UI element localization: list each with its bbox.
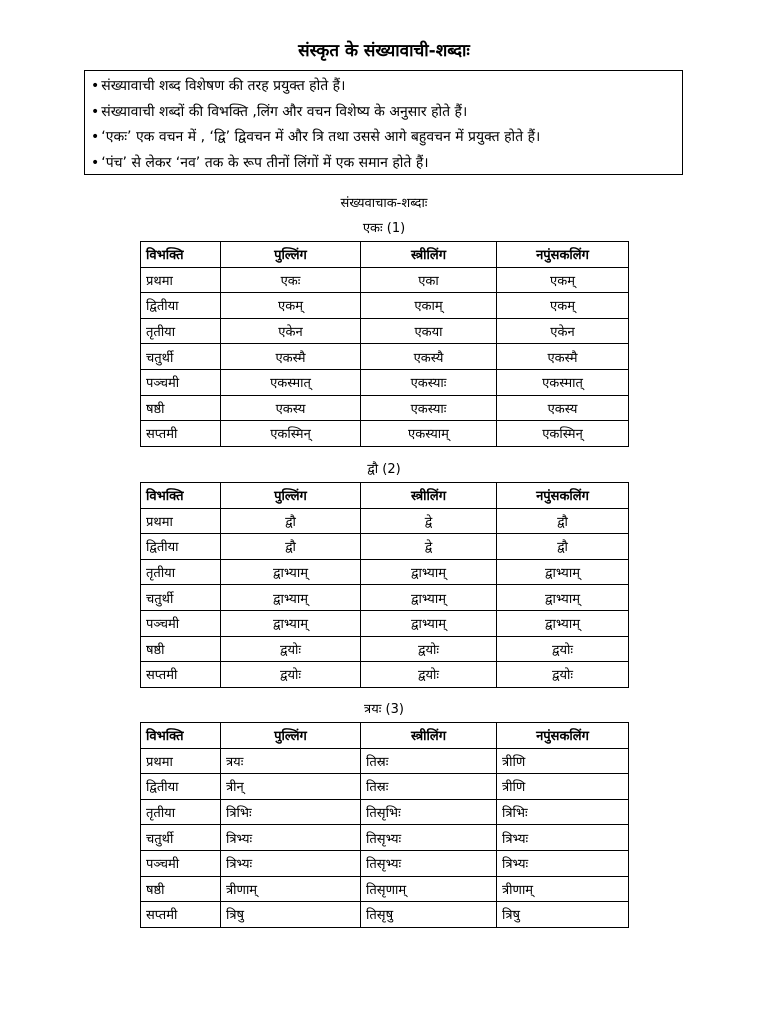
cell-neuter: द्वयोः bbox=[497, 662, 629, 688]
cell-vibhakti: पञ्चमी bbox=[141, 610, 221, 636]
table-caption: द्वौ (2) bbox=[367, 462, 401, 477]
cell-vibhakti: तृतीया bbox=[141, 559, 221, 585]
cell-feminine: द्वे bbox=[361, 534, 497, 560]
cell-masculine: त्रिभ्यः bbox=[221, 850, 361, 876]
cell-feminine: एकस्याः bbox=[361, 395, 497, 421]
table-body bbox=[141, 748, 629, 927]
cell-vibhakti: द्वितीया bbox=[141, 293, 221, 319]
cell-masculine: एकस्मात् bbox=[221, 369, 361, 395]
table-row bbox=[141, 748, 629, 774]
table-header-row bbox=[141, 242, 629, 268]
bullet-icon: • bbox=[91, 154, 100, 171]
table-row bbox=[141, 534, 629, 560]
table-row bbox=[141, 508, 629, 534]
cell-masculine: एकस्मै bbox=[221, 344, 361, 370]
cell-feminine: तिसृभ्यः bbox=[361, 825, 497, 851]
table-row bbox=[141, 559, 629, 585]
cell-masculine: द्वाभ्याम् bbox=[221, 559, 361, 585]
cell-masculine: द्वयोः bbox=[221, 662, 361, 688]
header-vibhakti: विभक्ति bbox=[141, 723, 221, 749]
note-text: ‘पंच’ से लेकर ‘नव’ तक के रूप तीनों लिंगों में एक समान होते हैं। bbox=[101, 154, 429, 171]
cell-feminine: तिस्रः bbox=[361, 748, 497, 774]
header-neuter: नपुंसकलिंग bbox=[497, 242, 629, 268]
section-heading: संख्यवाचाक-शब्दाः bbox=[340, 196, 428, 211]
cell-feminine: द्वे bbox=[361, 508, 497, 534]
cell-neuter: त्रिषु bbox=[497, 902, 629, 928]
cell-vibhakti: चतुर्थी bbox=[141, 585, 221, 611]
cell-masculine: एकस्य bbox=[221, 395, 361, 421]
cell-feminine: द्वाभ्याम् bbox=[361, 559, 497, 585]
cell-neuter: द्वयोः bbox=[497, 636, 629, 662]
cell-vibhakti: द्वितीया bbox=[141, 534, 221, 560]
cell-vibhakti: प्रथमा bbox=[141, 508, 221, 534]
cell-feminine: तिसृणाम् bbox=[361, 876, 497, 902]
cell-vibhakti: षष्ठी bbox=[141, 636, 221, 662]
note-item bbox=[91, 125, 676, 151]
table-row bbox=[141, 293, 629, 319]
header-masculine: पुल्लिंग bbox=[221, 483, 361, 509]
cell-feminine: द्वाभ्याम् bbox=[361, 610, 497, 636]
cell-vibhakti: द्वितीया bbox=[141, 774, 221, 800]
table-row bbox=[141, 799, 629, 825]
table-header-row bbox=[141, 483, 629, 509]
cell-feminine: एका bbox=[361, 267, 497, 293]
cell-vibhakti: पञ्चमी bbox=[141, 369, 221, 395]
cell-neuter: त्रीणि bbox=[497, 748, 629, 774]
cell-neuter: एकस्मात् bbox=[497, 369, 629, 395]
cell-masculine: त्रीन् bbox=[221, 774, 361, 800]
cell-feminine: तिस्रः bbox=[361, 774, 497, 800]
cell-masculine: त्रयः bbox=[221, 748, 361, 774]
cell-neuter: एकेन bbox=[497, 318, 629, 344]
table-row bbox=[141, 636, 629, 662]
table-row bbox=[141, 774, 629, 800]
cell-vibhakti: चतुर्थी bbox=[141, 825, 221, 851]
note-text: संख्यावाची शब्द विशेषण की तरह प्रयुक्त होते हैं। bbox=[101, 78, 346, 94]
cell-vibhakti: सप्तमी bbox=[141, 902, 221, 928]
notes-box bbox=[84, 70, 683, 175]
table-row bbox=[141, 585, 629, 611]
cell-neuter: द्वाभ्याम् bbox=[497, 610, 629, 636]
cell-feminine: तिसृभिः bbox=[361, 799, 497, 825]
note-text: ‘एकः’ एक वचन में , ‘द्वि’ द्विवचन में और त्रि तथा उससे आगे बहुवचन में प्रयुक्त होते हैं। bbox=[101, 129, 541, 145]
cell-neuter: एकस्मै bbox=[497, 344, 629, 370]
note-item bbox=[91, 74, 676, 100]
bullet-icon: • bbox=[91, 103, 100, 120]
cell-masculine: द्वौ bbox=[221, 508, 361, 534]
bullet-icon: • bbox=[91, 129, 100, 145]
cell-masculine: त्रिषु bbox=[221, 902, 361, 928]
cell-neuter: द्वाभ्याम् bbox=[497, 585, 629, 611]
header-feminine: स्त्रीलिंग bbox=[361, 483, 497, 509]
table-row bbox=[141, 876, 629, 902]
cell-masculine: एकः bbox=[221, 267, 361, 293]
cell-neuter: त्रिभ्यः bbox=[497, 850, 629, 876]
cell-neuter: त्रिभिः bbox=[497, 799, 629, 825]
cell-feminine: एकस्याम् bbox=[361, 421, 497, 447]
header-masculine: पुल्लिंग bbox=[221, 723, 361, 749]
note-item bbox=[91, 151, 676, 177]
cell-vibhakti: सप्तमी bbox=[141, 421, 221, 447]
cell-feminine: द्वाभ्याम् bbox=[361, 585, 497, 611]
header-neuter: नपुंसकलिंग bbox=[497, 483, 629, 509]
cell-neuter: द्वौ bbox=[497, 534, 629, 560]
cell-feminine: एकस्यै bbox=[361, 344, 497, 370]
table-row bbox=[141, 318, 629, 344]
table-caption: एकः (1) bbox=[362, 221, 406, 236]
cell-feminine: द्वयोः bbox=[361, 662, 497, 688]
cell-neuter: त्रीणि bbox=[497, 774, 629, 800]
cell-masculine: द्वाभ्याम् bbox=[221, 585, 361, 611]
cell-masculine: द्वयोः bbox=[221, 636, 361, 662]
table-row bbox=[141, 902, 629, 928]
note-item bbox=[91, 100, 676, 126]
cell-vibhakti: सप्तमी bbox=[141, 662, 221, 688]
header-neuter: नपुंसकलिंग bbox=[497, 723, 629, 749]
cell-vibhakti: तृतीया bbox=[141, 318, 221, 344]
cell-neuter: एकस्मिन् bbox=[497, 421, 629, 447]
table-row bbox=[141, 395, 629, 421]
cell-feminine: एकया bbox=[361, 318, 497, 344]
table-row bbox=[141, 369, 629, 395]
cell-masculine: एकेन bbox=[221, 318, 361, 344]
table-row bbox=[141, 825, 629, 851]
declension-table-3 bbox=[140, 722, 629, 928]
declension-table-2 bbox=[140, 482, 629, 688]
cell-masculine: त्रीणाम् bbox=[221, 876, 361, 902]
cell-vibhakti: चतुर्थी bbox=[141, 344, 221, 370]
cell-masculine: द्वाभ्याम् bbox=[221, 610, 361, 636]
cell-masculine: एकम् bbox=[221, 293, 361, 319]
bullet-icon: • bbox=[91, 78, 100, 94]
cell-vibhakti: तृतीया bbox=[141, 799, 221, 825]
cell-feminine: एकाम् bbox=[361, 293, 497, 319]
page-title: संस्कृत के संख्यावाची-शब्दाः bbox=[298, 41, 470, 61]
cell-neuter: त्रिभ्यः bbox=[497, 825, 629, 851]
table-row bbox=[141, 850, 629, 876]
cell-masculine: त्रिभिः bbox=[221, 799, 361, 825]
cell-masculine: द्वौ bbox=[221, 534, 361, 560]
header-feminine: स्त्रीलिंग bbox=[361, 723, 497, 749]
table-row bbox=[141, 344, 629, 370]
table-row bbox=[141, 421, 629, 447]
declension-table-1 bbox=[140, 241, 629, 447]
cell-vibhakti: प्रथमा bbox=[141, 748, 221, 774]
header-masculine: पुल्लिंग bbox=[221, 242, 361, 268]
cell-feminine: तिसृषु bbox=[361, 902, 497, 928]
cell-feminine: द्वयोः bbox=[361, 636, 497, 662]
table-body bbox=[141, 267, 629, 446]
note-text: संख्यावाची शब्दों की विभक्ति ,लिंग और वचन विशेष्य के अनुसार होते हैं। bbox=[101, 103, 468, 120]
cell-neuter: एकस्य bbox=[497, 395, 629, 421]
table-row bbox=[141, 267, 629, 293]
header-feminine: स्त्रीलिंग bbox=[361, 242, 497, 268]
cell-neuter: एकम् bbox=[497, 293, 629, 319]
cell-feminine: तिसृभ्यः bbox=[361, 850, 497, 876]
table-caption: त्रयः (3) bbox=[364, 702, 404, 717]
cell-neuter: द्वाभ्याम् bbox=[497, 559, 629, 585]
table-body bbox=[141, 508, 629, 687]
header-vibhakti: विभक्ति bbox=[141, 483, 221, 509]
cell-vibhakti: पञ्चमी bbox=[141, 850, 221, 876]
cell-vibhakti: षष्ठी bbox=[141, 395, 221, 421]
header-vibhakti: विभक्ति bbox=[141, 242, 221, 268]
cell-neuter: त्रीणाम् bbox=[497, 876, 629, 902]
cell-neuter: एकम् bbox=[497, 267, 629, 293]
cell-masculine: त्रिभ्यः bbox=[221, 825, 361, 851]
cell-feminine: एकस्याः bbox=[361, 369, 497, 395]
cell-vibhakti: षष्ठी bbox=[141, 876, 221, 902]
table-row bbox=[141, 610, 629, 636]
cell-neuter: द्वौ bbox=[497, 508, 629, 534]
cell-vibhakti: प्रथमा bbox=[141, 267, 221, 293]
table-row bbox=[141, 662, 629, 688]
table-header-row bbox=[141, 723, 629, 749]
cell-masculine: एकस्मिन् bbox=[221, 421, 361, 447]
